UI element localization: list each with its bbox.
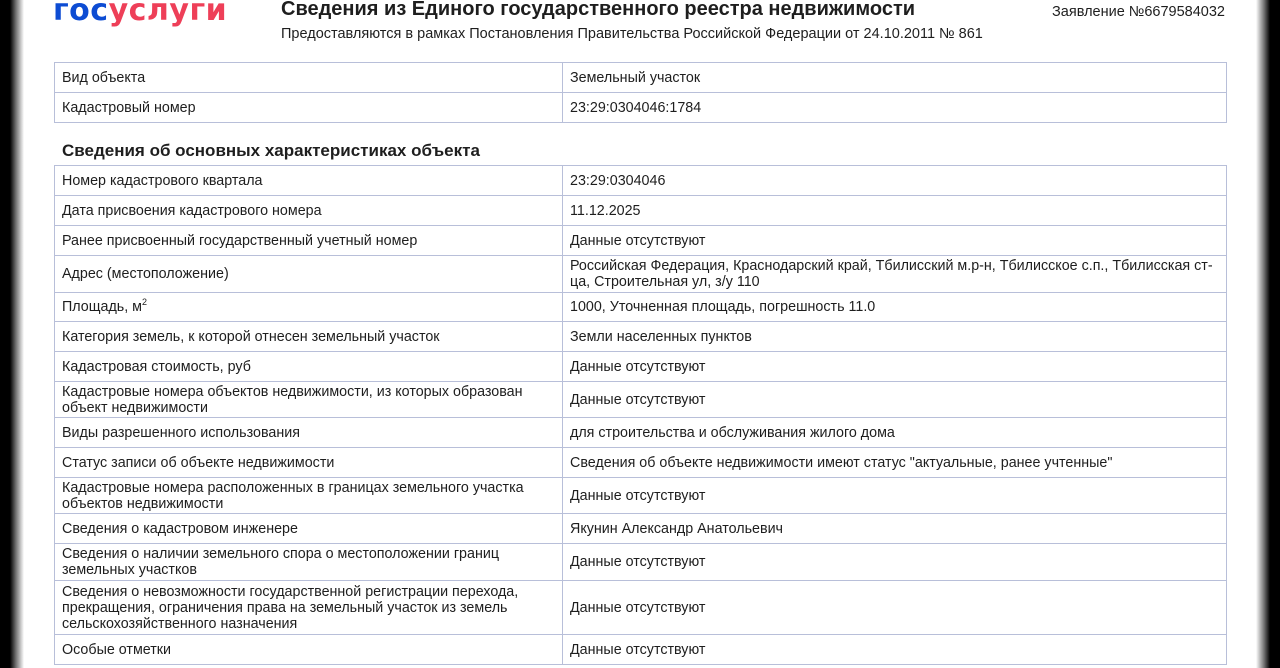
document-subtitle: Предоставляются в рамках Постановления Правительства Российской Федерации от 24.10.2011 № 861	[281, 26, 983, 42]
row-label: Сведения о наличии земельного спора о местоположении границ земельных участков	[55, 544, 563, 581]
row-value: 1000, Уточненная площадь, погрешность 11.0	[563, 293, 1227, 322]
row-value: Якунин Александр Анатольевич	[563, 514, 1227, 544]
row-value: Земли населенных пунктов	[563, 322, 1227, 352]
row-label: Вид объекта	[55, 63, 563, 93]
row-value: для строительства и обслуживания жилого дома	[563, 418, 1227, 448]
row-value: Сведения об объекте недвижимости имеют статус "актуальные, ранее учтенные"	[563, 448, 1227, 478]
document-title: Сведения из Единого государственного реестра недвижимости	[281, 0, 916, 20]
object-table	[54, 62, 1227, 123]
table-row	[55, 635, 1227, 665]
table-row	[55, 544, 1227, 581]
row-value: Данные отсутствуют	[563, 382, 1227, 418]
table-row	[55, 322, 1227, 352]
table-row	[55, 166, 1227, 196]
row-label: Особые отметки	[55, 635, 563, 665]
characteristics-table	[54, 165, 1227, 665]
table-row	[55, 352, 1227, 382]
table-row	[55, 581, 1227, 635]
row-label: Виды разрешенного использования	[55, 418, 563, 448]
table-row	[55, 514, 1227, 544]
table-row	[55, 293, 1227, 322]
row-label: Кадастровые номера объектов недвижимости, из которых образован объект недвижимости	[55, 382, 563, 418]
table-row	[55, 93, 1227, 123]
table-row	[55, 256, 1227, 293]
table-row	[55, 418, 1227, 448]
row-value: Данные отсутствуют	[563, 635, 1227, 665]
row-value: Данные отсутствуют	[563, 544, 1227, 581]
table-row	[55, 478, 1227, 514]
row-value: 23:29:0304046	[563, 166, 1227, 196]
table-row	[55, 448, 1227, 478]
logo-part-gos: гос	[53, 0, 109, 28]
row-value: Данные отсутствуют	[563, 478, 1227, 514]
application-number: Заявление №6679584032	[1052, 4, 1225, 20]
row-label: Статус записи об объекте недвижимости	[55, 448, 563, 478]
table-row	[55, 196, 1227, 226]
gosuslugi-logo[interactable]	[53, 0, 227, 29]
table-row	[55, 226, 1227, 256]
row-value: 23:29:0304046:1784	[563, 93, 1227, 123]
table-row	[55, 63, 1227, 93]
row-label: Ранее присвоенный государственный учетный номер	[55, 226, 563, 256]
row-label: Дата присвоения кадастрового номера	[55, 196, 563, 226]
superscript: 2	[142, 297, 148, 307]
row-value: Данные отсутствуют	[563, 226, 1227, 256]
row-label: Сведения о кадастровом инженере	[55, 514, 563, 544]
row-label-text: Площадь, м	[62, 299, 143, 315]
row-label: Кадастровые номера расположенных в границах земельного участка объектов недвижимости	[55, 478, 563, 514]
row-value: Данные отсутствуют	[563, 581, 1227, 635]
row-label: Адрес (местоположение)	[55, 256, 563, 293]
row-label: Сведения о невозможности государственной регистрации перехода, прекращения, ограничения права на земельный участок из земель сельскохозяйственного назначения	[55, 581, 563, 635]
section-heading: Сведения об основных характеристиках объекта	[62, 141, 480, 160]
row-label: Кадастровый номер	[55, 93, 563, 123]
table-row	[55, 382, 1227, 418]
row-label: Номер кадастрового квартала	[55, 166, 563, 196]
row-value: 11.12.2025	[563, 196, 1227, 226]
row-value: Земельный участок	[563, 63, 1227, 93]
row-label: Категория земель, к которой отнесен земельный участок	[55, 322, 563, 352]
logo-part-uslugi: услуги	[108, 0, 228, 28]
row-label	[55, 293, 563, 322]
row-label: Кадастровая стоимость, руб	[55, 352, 563, 382]
row-value: Данные отсутствуют	[563, 352, 1227, 382]
row-value: Российская Федерация, Краснодарский край, Тбилисский м.р-н, Тбилисское с.п., Тбилисская ст-ца, Строительная ул, з/у 110	[563, 256, 1227, 293]
